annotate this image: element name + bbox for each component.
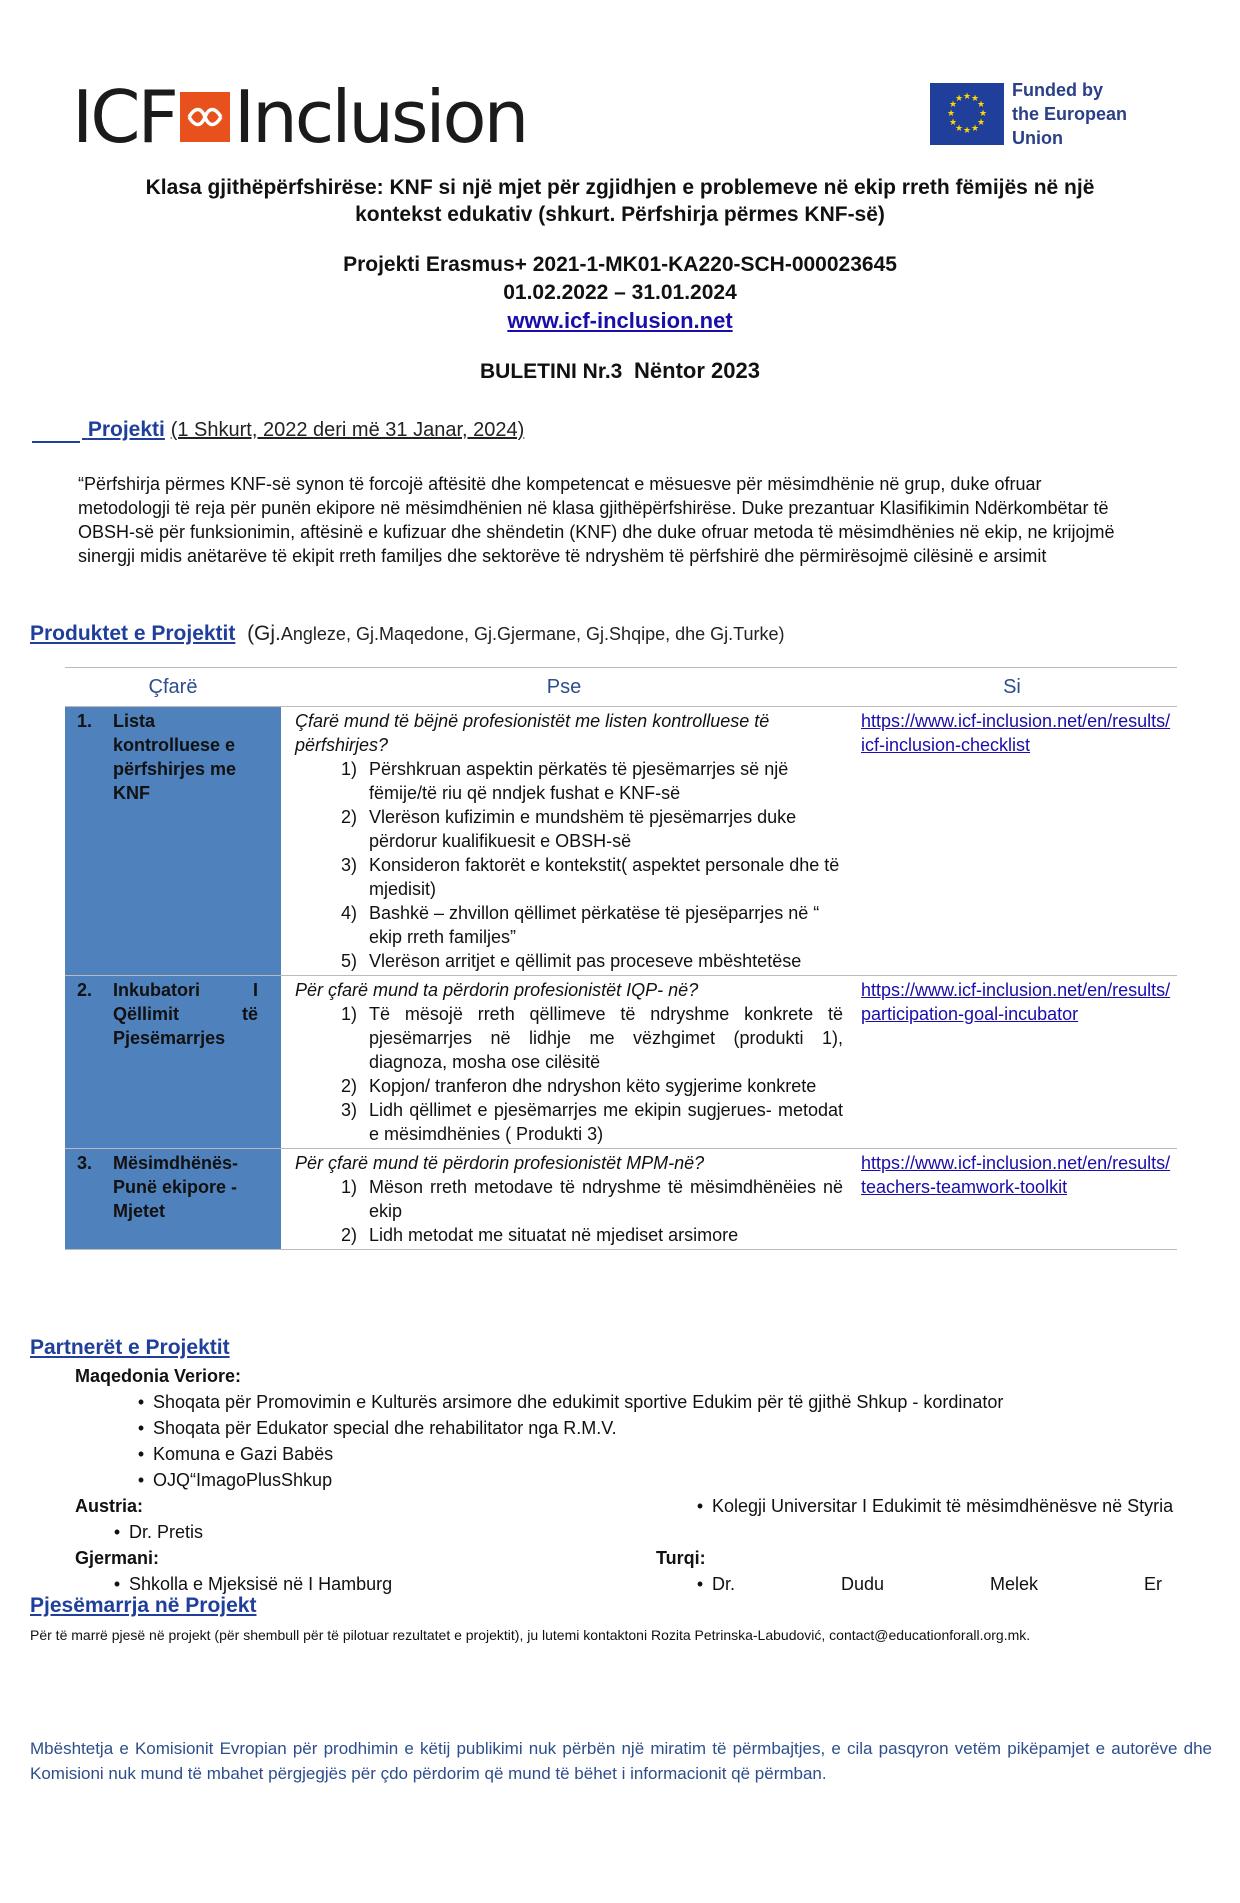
row-number: 3.	[77, 1153, 93, 1173]
projekti-heading: Projekti	[87, 418, 165, 441]
column-header-how: Si	[847, 668, 1177, 707]
partners-turkey	[656, 1545, 1166, 1597]
list-item: • Shoqata për Edukator special dhe rehabilitator nga R.M.V.	[137, 1418, 617, 1438]
partneret-section-heading	[30, 1336, 230, 1360]
svg-text:★: ★	[946, 109, 956, 119]
purpose-list	[295, 757, 843, 973]
product-link-cell	[847, 707, 1177, 976]
list-item: • Dr. Dudu Melek Er	[696, 1574, 1162, 1594]
partners-germany	[75, 1545, 635, 1597]
svg-text:★: ★	[976, 118, 986, 128]
list-item: 3) Konsideron faktorët e kontekstit( aspektet personale dhe të mjedisit)	[340, 855, 840, 899]
list-item: 5) Vlerëson arritjet e qëllimit pas proceseve mbështetëse	[340, 951, 802, 971]
product-link-cell	[847, 976, 1177, 1149]
list-item: • Dr. Pretis	[113, 1522, 204, 1542]
table-row	[65, 707, 1177, 976]
purpose-question: Çfarë mund të bëjnë profesionistët me listen kontrolluese të përfshirjes?	[295, 711, 770, 755]
svg-text:★: ★	[948, 100, 958, 110]
projekti-dates: (1 Shkurt, 2022 deri më 31 Janar, 2024)	[170, 419, 525, 441]
svg-text:★: ★	[962, 92, 972, 102]
table-row	[65, 1149, 1177, 1250]
list-item: • Shoqata për Promovimin e Kulturës arsimore dhe edukimit sportive Edukim për të gjithë Shkup - kordinator	[137, 1392, 1004, 1412]
list-item: 4) Bashkë – zhvillon qëllimet përkatëse të pjesëparrjes në “ ekip rreth familjes”	[340, 903, 820, 947]
product-purpose-cell	[281, 976, 847, 1149]
bulletin-heading	[60, 358, 1180, 384]
country-label: Turqi:	[656, 1548, 706, 1568]
list-item: • Komuna e Gazi Babës	[137, 1444, 334, 1464]
project-dates: 01.02.2022 – 31.01.2024	[503, 281, 737, 304]
langs-open: (Gj.	[247, 622, 281, 645]
list-item: • OJQ“ImagoPlusShkup	[137, 1470, 333, 1490]
column-header-what: Çfarë	[65, 668, 281, 707]
project-description: “Përfshirja përmes KNF-së synon të forcojë aftësitë dhe kompetencat e mësuesve për mësimdhënie në grup, duke ofruar metodologji të reja për punën ekipore në mësimdhënien në klasa gjithëpërfshirëse. Duke prezantuar Klasifikimin Ndërkombëtar të OBSH-së për funksionimin, aftësinë e kufizuar dhe shëndetin (KNF) dhe duke ofruar metoda të mësimdhënies në ekip, ne krijojmë sinergji midis anëtarëve të ekipit rreth familjes dhe sektorëve të ndryshëm të përfshirë dhe përmirësojmë cilësinë e arsimit	[78, 474, 1115, 566]
country-label: Gjermani:	[75, 1548, 160, 1568]
icf-inclusion-logo	[72, 75, 527, 159]
svg-text:★: ★	[954, 94, 964, 104]
knot-icon	[180, 92, 230, 142]
row-number: 1.	[77, 711, 93, 731]
products-table	[65, 667, 1177, 1250]
purpose-list	[295, 1175, 843, 1247]
partners-austria	[75, 1493, 635, 1545]
list-item: • Shkolla e Mjeksisë në I Hamburg	[113, 1574, 393, 1594]
country-label: Austria:	[75, 1496, 144, 1516]
eu-funded-line1: Funded by	[1012, 79, 1103, 100]
product-link[interactable]: https://www.icf-inclusion.net/en/results/teachers-teamwork-toolkit	[861, 1153, 1171, 1197]
eu-flag-icon	[930, 83, 1004, 145]
product-name-cell	[65, 707, 281, 976]
svg-text:★: ★	[976, 100, 986, 110]
product-link[interactable]: https://www.icf-inclusion.net/en/results/participation-goal-incubator	[861, 980, 1171, 1024]
product-purpose-cell	[281, 707, 847, 976]
svg-text:★: ★	[970, 124, 980, 134]
participation-text: Për të marrë pjesë në projekt (për shembull për të pilotuar rezultatet e projektit), ju lutemi kontaktoni Rozita Petrinska-Labudović, contact@educationforall.org.mk.	[30, 1627, 1031, 1643]
partneret-heading: Partnerët e Projektit	[30, 1336, 230, 1359]
heading-underline	[32, 441, 80, 443]
produktet-heading: Produktet e Projektit	[30, 622, 236, 645]
pjesemarrja-section-heading	[30, 1594, 256, 1618]
project-info	[60, 251, 1180, 336]
eu-funded-line2: the European Union	[1012, 103, 1128, 149]
country-label: Maqedonia Veriore:	[75, 1366, 242, 1386]
list-item: 3) Lidh qëllimet e pjesëmarrjes me ekipin sugjerues- metodat e mësimdhënies ( Produkti 3)	[340, 1100, 843, 1144]
list-item: 1) Përshkruan aspektin përkatës të pjesëmarrjes së një fëmije/të riu që nndjek fushat e KNF-së	[340, 759, 789, 803]
produktet-section-heading	[30, 622, 784, 646]
product-link[interactable]: https://www.icf-inclusion.net/en/results/icf-inclusion-checklist	[861, 711, 1171, 755]
table-header-row	[65, 668, 1177, 707]
logo-text-left: ICF	[72, 75, 176, 159]
list-item: 2) Lidh metodat me situatat në mjediset arsimore	[340, 1225, 739, 1245]
projekti-section-heading	[80, 418, 524, 442]
purpose-question: Për çfarë mund të përdorin profesionistët MPM-në?	[295, 1153, 705, 1173]
list-item: 1) Të mësojë rreth qëllimeve të ndryshme konkrete të pjesëmarrjes në lidhje me vëzhgimet (produkti 1), diagnoza, mosha ose cilësitë	[340, 1004, 843, 1072]
product-link-cell	[847, 1149, 1177, 1250]
column-header-why: Pse	[281, 668, 847, 707]
list-item: 2) Vlerëson kufizimin e mundshëm të pjesëmarrjes duke përdorur kualifikuesit e OBSH-së	[340, 807, 797, 851]
list-item: 2) Kopjon/ tranferon dhe ndryshon këto sygjerime konkrete	[340, 1076, 817, 1096]
product-name: Mësimdhënës-Punë ekipore - Mjetet	[113, 1153, 239, 1221]
document-title	[60, 174, 1180, 228]
row-number: 2.	[77, 980, 93, 1000]
svg-text:★: ★	[970, 94, 980, 104]
product-name-cell	[65, 976, 281, 1149]
project-code: Projekti Erasmus+ 2021-1-MK01-KA220-SCH-000023645	[343, 253, 897, 276]
svg-text:★: ★	[948, 118, 958, 128]
svg-text:★: ★	[962, 126, 972, 136]
list-item: • Kolegji Universitar I Edukimit të mësimdhënësve në Styria	[696, 1496, 1174, 1516]
svg-text:★: ★	[978, 109, 988, 119]
product-name: Lista kontrolluese e përfshirjes me KNF	[113, 711, 237, 803]
logo-text-right: Inclusion	[233, 75, 527, 159]
title-line2: kontekst edukativ (shkurt. Përfshirja përmes KNF-së)	[355, 203, 885, 226]
partners-macedonia	[75, 1363, 1195, 1493]
product-purpose-cell	[281, 1149, 847, 1250]
project-website-link[interactable]: www.icf-inclusion.net	[507, 308, 733, 333]
purpose-list	[295, 1002, 843, 1146]
product-name-cell	[65, 1149, 281, 1250]
product-name: Inkubatori I Qëllimit të Pjesëmarrjes	[113, 980, 258, 1048]
eu-disclaimer: Mbështetja e Komisionit Evropian për prodhimin e këtij publikimi nuk përbën një miratim të përmbajtjes, e cila pasqyron vetëm pikëpamjet e autorëve dhe Komisioni nuk mund të mbahet përgjegjës për çdo përdorim që mund të bëhet i informacionit që përmban.	[30, 1739, 1212, 1783]
eu-funding-logo	[930, 80, 1172, 148]
partners-austria-right	[688, 1493, 1178, 1519]
bulletin-month: Nëntor 2023	[634, 358, 760, 383]
product-languages: Angleze, Gj.Maqedone, Gj.Gjermane, Gj.Shqipe, dhe Gj.Turke)	[280, 624, 785, 644]
bulletin-number: BULETINI Nr.3	[480, 360, 623, 383]
list-item: 1) Mëson rreth metodave të ndryshme të mësimdhënëies në ekip	[340, 1177, 843, 1221]
pjesemarrja-heading: Pjesëmarrja në Projekt	[30, 1594, 257, 1617]
svg-text:★: ★	[954, 124, 964, 134]
title-line1: Klasa gjithëpërfshirëse: KNF si një mjet për zgjidhjen e problemeve në ekip rreth fëmijës në një	[145, 176, 1095, 199]
table-row	[65, 976, 1177, 1149]
purpose-question: Për çfarë mund ta përdorin profesionistët IQP- në?	[295, 980, 699, 1000]
